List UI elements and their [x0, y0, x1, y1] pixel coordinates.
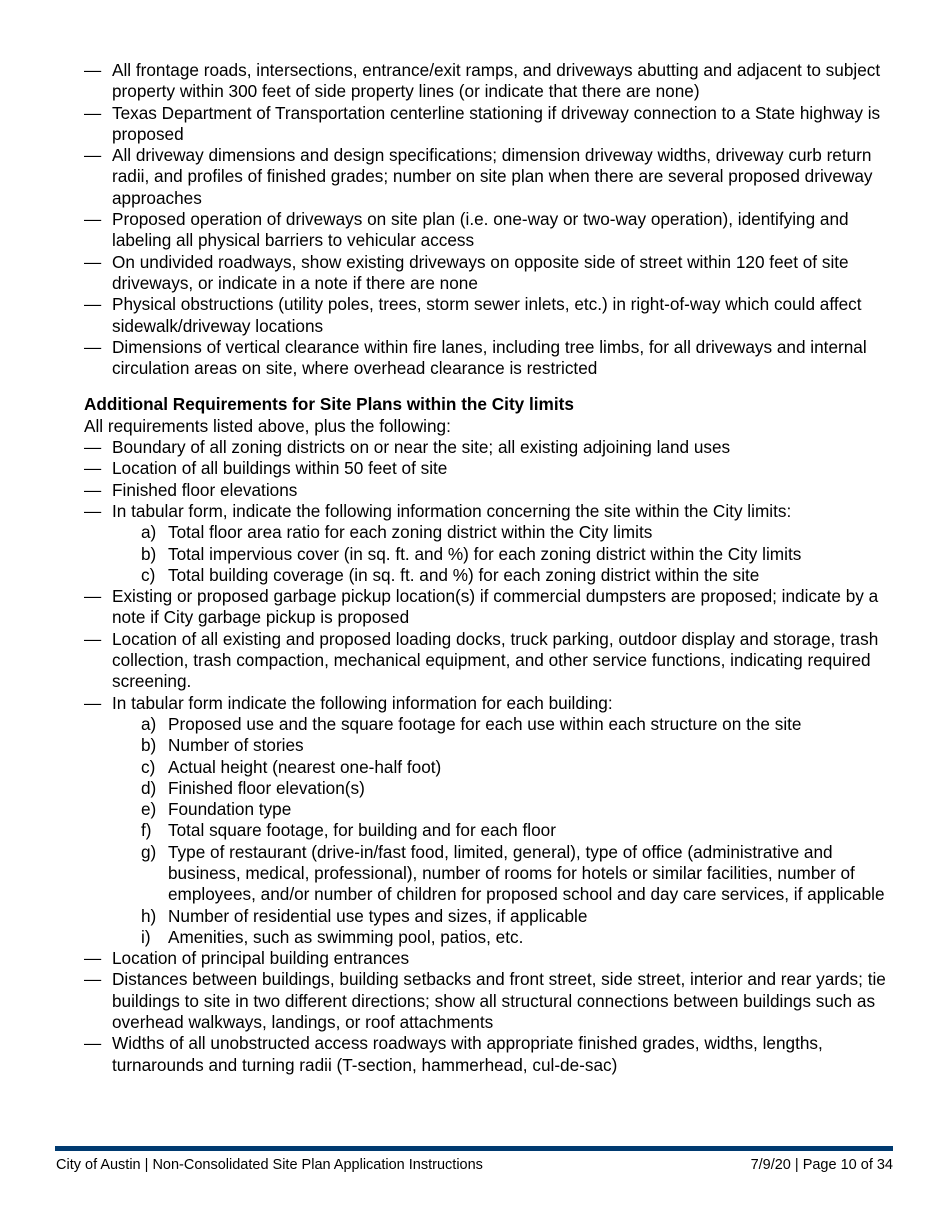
sub-item-text: Total impervious cover (in sq. ft. and %) for each zoning district within the City limits: [168, 543, 802, 564]
list-item-text: Finished floor elevations: [112, 479, 298, 500]
dash-bullet: —: [84, 479, 102, 500]
sub-list-item: [84, 544, 899, 565]
list-item-text: Distances between buildings, building setbacks and front street, side street, interior and rear yards; tie buildings to site in two different directions; show all structural connections between buildings such as overhead walkways, landings, or roof attachments: [112, 969, 886, 1033]
list-item-text: Location of all existing and proposed loading docks, truck parking, outdoor display and storage, trash collection, trash compaction, mechanical equipment, and other service functions, indicating required screening.: [112, 628, 879, 692]
dash-bullet: —: [84, 145, 102, 166]
footer-document-title: City of Austin | Non-Consolidated Site Plan Application Instructions: [56, 1157, 483, 1173]
dash-bullet: —: [84, 500, 102, 521]
sub-item-letter: g): [141, 841, 157, 862]
dash-bullet: —: [84, 209, 102, 230]
dash-bullet: —: [84, 948, 102, 969]
sub-item-letter: e): [141, 799, 157, 820]
list-item: [84, 629, 899, 693]
list-item: [84, 458, 899, 479]
sub-list-item: [84, 522, 899, 543]
sub-item-text: Foundation type: [168, 799, 292, 820]
dash-bullet: —: [84, 1033, 102, 1054]
list-item-text: Physical obstructions (utility poles, trees, storm sewer inlets, etc.) in right-of-way which could affect sidewalk/driveway locations: [112, 294, 862, 336]
section-intro: All requirements listed above, plus the following:: [84, 415, 451, 436]
page-content: [84, 60, 899, 1076]
list-item: [84, 480, 899, 501]
sub-item-letter: f): [141, 820, 152, 841]
dash-bullet: —: [84, 60, 102, 80]
list-item-text: Existing or proposed garbage pickup location(s) if commercial dumpsters are proposed; indicate by a note if City garbage pickup is proposed: [112, 586, 879, 628]
footer-rule: [55, 1146, 893, 1151]
list-item: [84, 294, 899, 337]
sub-item-letter: b): [141, 735, 157, 756]
sub-item-text: Number of residential use types and sizes, if applicable: [168, 905, 588, 926]
sub-item-letter: c): [141, 756, 156, 777]
dash-bullet: —: [84, 628, 102, 649]
sub-item-letter: h): [141, 905, 157, 926]
dash-bullet: —: [84, 586, 102, 607]
list-item: [84, 948, 899, 969]
footer-date-page: 7/9/20 | Page 10 of 34: [750, 1157, 893, 1173]
sub-item-letter: b): [141, 543, 157, 564]
sub-item-text: Finished floor elevation(s): [168, 777, 365, 798]
sub-item-text: Total floor area ratio for each zoning district within the City limits: [168, 522, 653, 543]
list-item: [84, 252, 899, 295]
sub-item-text: Proposed use and the square footage for each use within each structure on the site: [168, 713, 802, 734]
list-item-text: Dimensions of vertical clearance within fire lanes, including tree limbs, for all driveways and internal circulation areas on site, where overhead clearance is restricted: [112, 336, 867, 379]
dash-bullet: —: [84, 458, 102, 479]
sub-item-text: Actual height (nearest one-half foot): [168, 756, 442, 777]
sub-item-text: Amenities, such as swimming pool, patios, etc.: [168, 926, 524, 947]
list-item-text: Location of all buildings within 50 feet of site: [112, 458, 448, 479]
list-item-text: In tabular form, indicate the following information concerning the site within the City limits:: [112, 500, 792, 521]
list-item-text: In tabular form indicate the following information for each building:: [112, 692, 613, 713]
list-item: [84, 337, 899, 380]
dash-bullet: —: [84, 437, 102, 458]
list-item-text: Location of principal building entrances: [112, 948, 410, 969]
list-item-text: All frontage roads, intersections, entrance/exit ramps, and driveways abutting and adjacent to subject property within 300 feet of side property lines (or indicate that there are none): [112, 60, 881, 102]
sub-list-item: [84, 565, 899, 586]
section-heading: Additional Requirements for Site Plans within the City limits: [84, 394, 574, 415]
sub-list-item: [84, 820, 899, 841]
list-item-text: All driveway dimensions and design specifications; dimension driveway widths, driveway curb return radii, and profiles of finished grades; number on site plan when there are several proposed driveway approaches: [112, 145, 873, 208]
sub-item-letter: i): [141, 926, 151, 947]
sub-list-item: [84, 778, 899, 799]
dash-bullet: —: [84, 294, 102, 315]
sub-list-item: [84, 735, 899, 756]
list-item: [84, 103, 899, 146]
sub-list-item: [84, 927, 899, 948]
list-item: [84, 969, 899, 1033]
list-item: [84, 60, 899, 103]
dash-bullet: —: [84, 336, 102, 357]
sub-item-letter: a): [141, 522, 157, 543]
list-item-text: Texas Department of Transportation centerline stationing if driveway connection to a State highway is proposed: [112, 102, 881, 144]
sub-list-item: [84, 906, 899, 927]
list-item-text: Widths of all unobstructed access roadways with appropriate finished grades, widths, lengths, turnarounds and turning radii (T-section, hammerhead, cul-de-sac): [112, 1033, 823, 1075]
sub-item-text: Number of stories: [168, 735, 304, 756]
list-item: [84, 693, 899, 714]
dash-bullet: —: [84, 692, 102, 713]
sub-item-text: Total building coverage (in sq. ft. and %) for each zoning district within the site: [168, 564, 760, 585]
dash-bullet: —: [84, 102, 102, 123]
sub-item-letter: a): [141, 713, 157, 734]
sub-item-letter: c): [141, 564, 156, 585]
sub-item-text: Total square footage, for building and for each floor: [168, 820, 556, 841]
list-item-text: On undivided roadways, show existing driveways on opposite side of street within 120 feet of site driveways, or indicate in a note if there are none: [112, 251, 849, 293]
list-item: [84, 209, 899, 252]
sub-list-item: [84, 842, 899, 906]
dash-bullet: —: [84, 251, 102, 272]
list-item: [84, 145, 899, 209]
sub-list-item: [84, 714, 899, 735]
dash-bullet: —: [84, 969, 102, 990]
sub-list-item: [84, 799, 899, 820]
sub-list-item: [84, 757, 899, 778]
sub-item-letter: d): [141, 777, 157, 798]
list-item-text: Proposed operation of driveways on site plan (i.e. one-way or two-way operation), identifying and labeling all physical barriers to vehicular access: [112, 209, 849, 251]
list-item: [84, 1033, 899, 1076]
sub-item-text: Type of restaurant (drive-in/fast food, limited, general), type of office (administrative and business, medical, professional), number of rooms for hotels or similar facilities, number of employees, and/or number of children for proposed school and day care services, if applicable: [168, 841, 885, 905]
list-item: [84, 586, 899, 629]
list-item: [84, 501, 899, 522]
list-item-text: Boundary of all zoning districts on or near the site; all existing adjoining land uses: [112, 437, 731, 458]
list-item: [84, 437, 899, 458]
